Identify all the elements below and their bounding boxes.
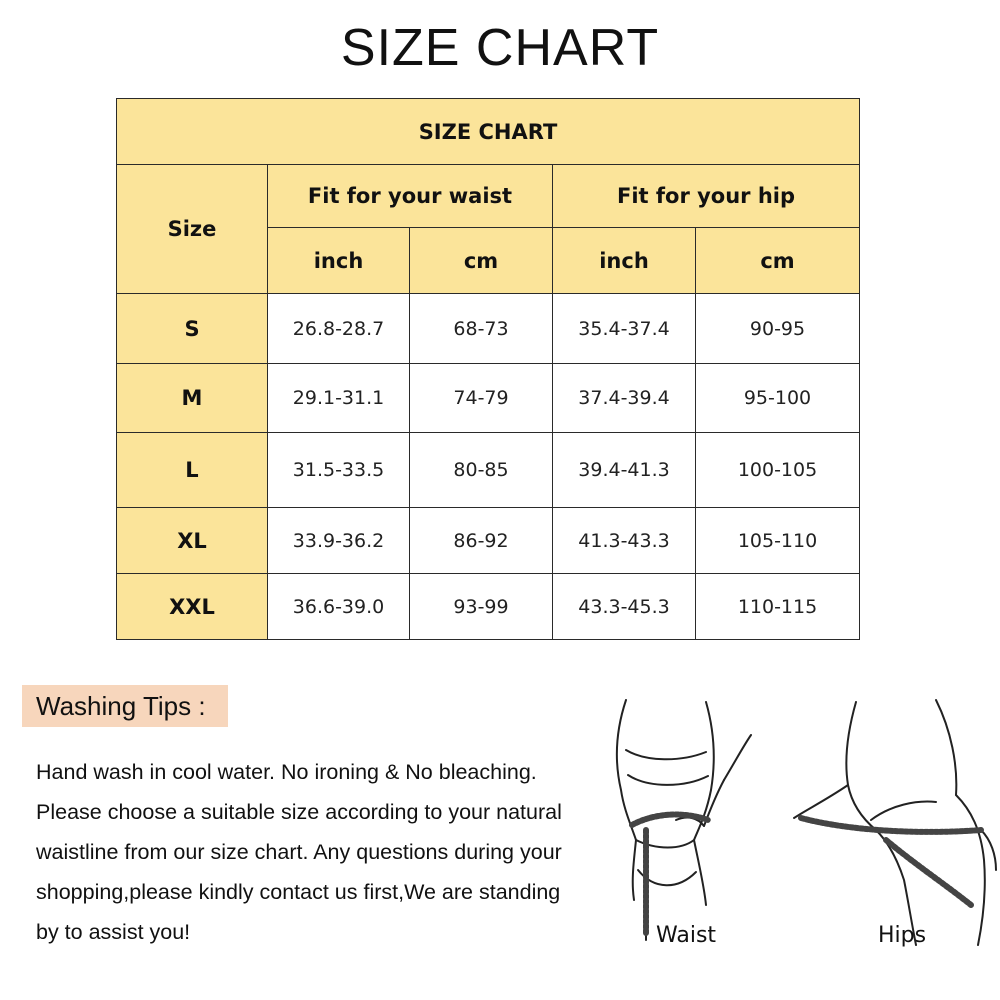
waist-inch-cell: 31.5-33.5 xyxy=(268,433,410,508)
waist-cm-cell: 68-73 xyxy=(410,294,553,364)
size-cell: XL xyxy=(117,508,268,574)
tips-line: by to assist you! xyxy=(36,920,191,944)
table-row xyxy=(117,508,860,574)
hip-inch-cell: 35.4-37.4 xyxy=(553,294,696,364)
waist-inch-cell: 26.8-28.7 xyxy=(268,294,410,364)
tips-line: waistline from our size chart. Any questions during your xyxy=(36,840,562,864)
waist-cm-cell: 80-85 xyxy=(410,433,553,508)
table-row xyxy=(117,294,860,364)
size-cell: M xyxy=(117,364,268,433)
hip-cm-cell: 105-110 xyxy=(696,508,860,574)
table-row xyxy=(117,574,860,640)
hip-cm-header: cm xyxy=(696,228,860,294)
hip-cm-cell: 100-105 xyxy=(696,433,860,508)
hip-inch-cell: 43.3-45.3 xyxy=(553,574,696,640)
hip-cm-cell: 90-95 xyxy=(696,294,860,364)
hip-inch-cell: 37.4-39.4 xyxy=(553,364,696,433)
waist-inch-cell: 33.9-36.2 xyxy=(268,508,410,574)
size-cell: XXL xyxy=(117,574,268,640)
tips-line: Please choose a suitable size according to your natural xyxy=(36,800,562,824)
tips-line: Hand wash in cool water. No ironing & No bleaching. xyxy=(36,760,537,784)
washing-tips-text xyxy=(36,752,616,952)
page-title: SIZE CHART xyxy=(340,19,660,77)
waist-cm-cell: 93-99 xyxy=(410,574,553,640)
waist-cm-cell: 86-92 xyxy=(410,508,553,574)
waist-label: Waist xyxy=(656,923,717,948)
waist-group-header: Fit for your waist xyxy=(268,165,553,228)
tape-measure-icon xyxy=(801,818,981,905)
hip-cm-cell: 95-100 xyxy=(696,364,860,433)
table-caption: SIZE CHART xyxy=(117,99,860,165)
washing-tips-label: Washing Tips : xyxy=(22,685,228,727)
size-chart-table xyxy=(116,98,860,640)
hip-cm-cell: 110-115 xyxy=(696,574,860,640)
hip-inch-header: inch xyxy=(553,228,696,294)
size-cell: L xyxy=(117,433,268,508)
size-column-header: Size xyxy=(117,165,268,294)
hip-inch-cell: 39.4-41.3 xyxy=(553,433,696,508)
waist-inch-cell: 36.6-39.0 xyxy=(268,574,410,640)
measurement-illustration xyxy=(586,690,1000,960)
hip-group-header: Fit for your hip xyxy=(553,165,860,228)
waist-cm-cell: 74-79 xyxy=(410,364,553,433)
tips-line: shopping,please kindly contact us first,We are standing xyxy=(36,880,561,904)
size-cell: S xyxy=(117,294,268,364)
waist-cm-header: cm xyxy=(410,228,553,294)
table-row xyxy=(117,364,860,433)
waist-inch-cell: 29.1-31.1 xyxy=(268,364,410,433)
waist-inch-header: inch xyxy=(268,228,410,294)
hip-inch-cell: 41.3-43.3 xyxy=(553,508,696,574)
table-row xyxy=(117,433,860,508)
hips-label: Hips xyxy=(878,923,927,948)
